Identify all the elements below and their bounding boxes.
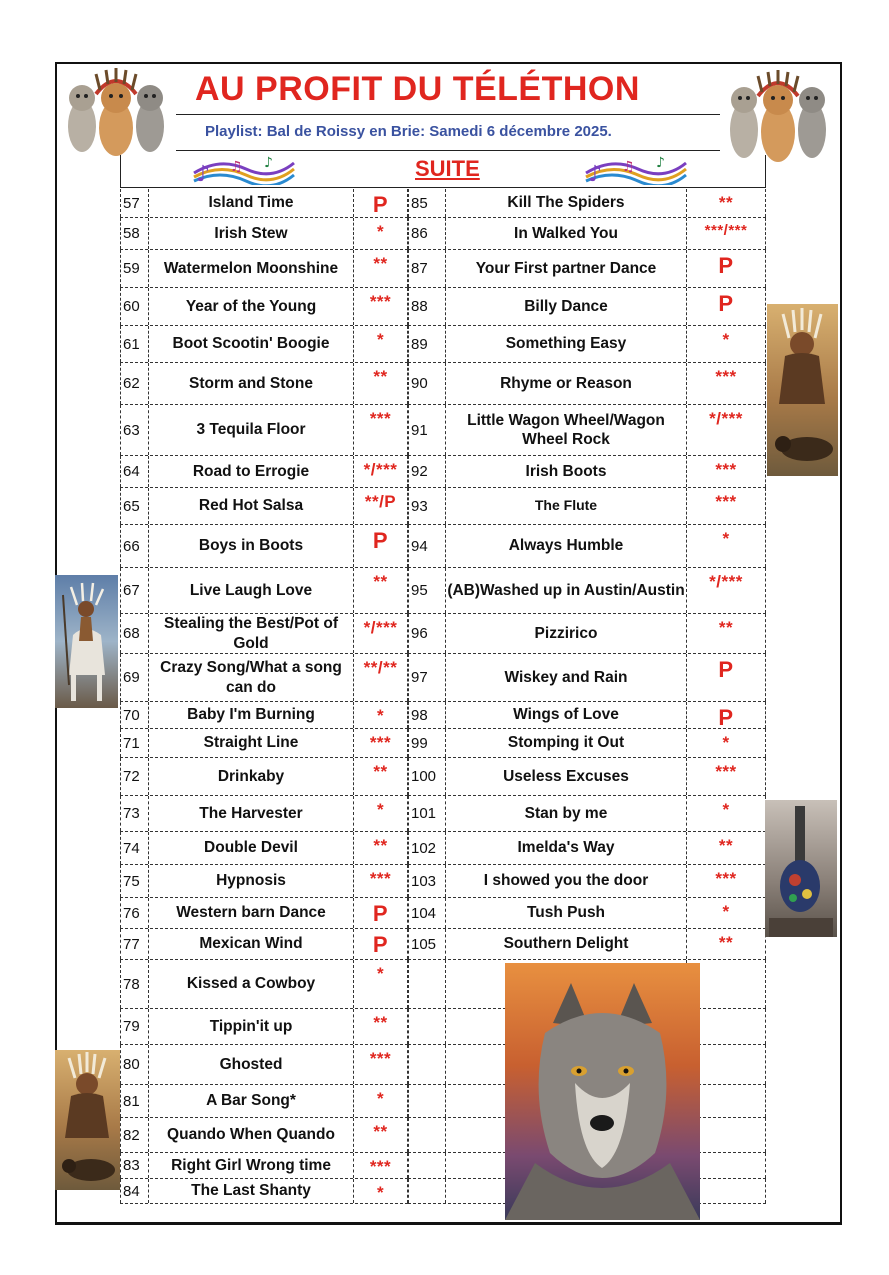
song-number: 68 [120, 614, 149, 653]
song-number: 62 [120, 363, 149, 404]
song-number: 65 [120, 488, 149, 524]
table-row [120, 1085, 408, 1118]
song-number: 64 [120, 456, 149, 487]
page-subtitle: Playlist: Bal de Roissy en Brie: Samedi 6 décembre 2025. [205, 123, 612, 140]
song-number: 85 [408, 189, 446, 217]
difficulty-level: *** [687, 363, 766, 404]
difficulty-level: ** [687, 614, 766, 653]
song-number: 87 [408, 250, 446, 287]
native-chief-bison-image [55, 1050, 120, 1190]
table-row [120, 758, 408, 796]
difficulty-level: P [687, 654, 766, 701]
table-row [120, 363, 408, 405]
wolf-portrait-image [505, 963, 700, 1220]
song-number: 80 [120, 1045, 149, 1084]
table-row [408, 702, 766, 729]
difficulty-level: **/P [354, 488, 408, 524]
difficulty-level: */*** [354, 614, 408, 653]
song-title: Tush Push [446, 898, 687, 928]
song-title: Irish Boots [446, 456, 687, 487]
empty-cell [408, 1009, 446, 1044]
difficulty-level: * [687, 729, 766, 757]
table-row [120, 405, 408, 456]
cats-right-image [722, 68, 834, 164]
empty-cell [408, 1153, 446, 1178]
table-row [408, 898, 766, 929]
playlist-table-left [120, 189, 408, 1204]
difficulty-level: ** [354, 832, 408, 864]
song-number: 67 [120, 568, 149, 613]
svg-text:♪: ♪ [656, 155, 665, 171]
song-number: 98 [408, 702, 446, 728]
song-title: Little Wagon Wheel/Wagon Wheel Rock [446, 405, 687, 455]
song-number: 88 [408, 288, 446, 325]
song-title: Stealing the Best/Pot of Gold [149, 614, 354, 653]
section-title: SUITE [415, 156, 480, 181]
song-number: 79 [120, 1009, 149, 1044]
song-number: 101 [408, 796, 446, 831]
table-row [120, 488, 408, 525]
song-title: Boys in Boots [149, 525, 354, 567]
song-number: 72 [120, 758, 149, 795]
difficulty-level: *** [687, 488, 766, 524]
music-notes-icon [190, 153, 296, 185]
table-row [120, 1118, 408, 1153]
difficulty-level: ** [354, 250, 408, 287]
difficulty-level: ***/*** [687, 218, 766, 249]
song-title: Year of the Young [149, 288, 354, 325]
difficulty-level: *** [354, 865, 408, 897]
difficulty-level: ** [354, 1009, 408, 1044]
song-number: 75 [120, 865, 149, 897]
table-row [120, 729, 408, 758]
song-title: Straight Line [149, 729, 354, 757]
song-title: Stomping it Out [446, 729, 687, 757]
song-number: 105 [408, 929, 446, 959]
difficulty-level: ** [354, 363, 408, 404]
empty-cell [408, 1085, 446, 1117]
song-title: Quando When Quando [149, 1118, 354, 1152]
table-row [120, 1045, 408, 1085]
song-number: 66 [120, 525, 149, 567]
difficulty-level: * [354, 218, 408, 249]
difficulty-level: *** [354, 1045, 408, 1084]
table-row [408, 525, 766, 568]
song-number: 57 [120, 189, 149, 217]
song-number: 94 [408, 525, 446, 567]
song-title: Watermelon Moonshine [149, 250, 354, 287]
table-row [120, 288, 408, 326]
table-row [120, 929, 408, 960]
song-number: 89 [408, 326, 446, 362]
table-row [120, 568, 408, 614]
song-number: 93 [408, 488, 446, 524]
song-number: 104 [408, 898, 446, 928]
song-number: 78 [120, 960, 149, 1008]
song-title: The Harvester [149, 796, 354, 831]
difficulty-level: * [687, 898, 766, 928]
svg-text:♫: ♫ [622, 159, 635, 175]
table-row [120, 614, 408, 654]
difficulty-level: * [354, 1179, 408, 1203]
song-title: Billy Dance [446, 288, 687, 325]
table-row [408, 796, 766, 832]
difficulty-level: * [687, 796, 766, 831]
table-row [120, 865, 408, 898]
song-number: 92 [408, 456, 446, 487]
table-row [408, 865, 766, 898]
native-chief-bison-image [767, 304, 838, 476]
table-row [408, 405, 766, 456]
song-title: Wiskey and Rain [446, 654, 687, 701]
cats-left-image [60, 68, 172, 158]
difficulty-level: *** [354, 288, 408, 325]
song-number: 59 [120, 250, 149, 287]
song-number: 100 [408, 758, 446, 795]
song-title: Red Hot Salsa [149, 488, 354, 524]
difficulty-level: ** [687, 929, 766, 959]
native-horseman-image [55, 575, 118, 708]
song-title: Boot Scootin' Boogie [149, 326, 354, 362]
difficulty-level: ** [354, 568, 408, 613]
song-title: Always Humble [446, 525, 687, 567]
svg-text:♪: ♪ [588, 162, 603, 185]
difficulty-level: * [354, 1085, 408, 1117]
difficulty-level: P [687, 250, 766, 287]
song-number: 69 [120, 654, 149, 701]
song-number: 91 [408, 405, 446, 455]
difficulty-level: * [354, 326, 408, 362]
song-title: Rhyme or Reason [446, 363, 687, 404]
difficulty-level: ** [687, 832, 766, 864]
empty-cell [408, 1118, 446, 1152]
table-row [408, 758, 766, 796]
difficulty-level: */*** [687, 405, 766, 455]
song-number: 60 [120, 288, 149, 325]
song-number: 102 [408, 832, 446, 864]
empty-cell [408, 960, 446, 1008]
difficulty-level: *** [354, 729, 408, 757]
guitar-statue-image [765, 800, 837, 937]
song-number: 82 [120, 1118, 149, 1152]
difficulty-level: **/** [354, 654, 408, 701]
song-title: Your First partner Dance [446, 250, 687, 287]
table-row [408, 250, 766, 288]
song-number: 103 [408, 865, 446, 897]
table-row [408, 614, 766, 654]
difficulty-level: *** [687, 456, 766, 487]
song-title: Island Time [149, 189, 354, 217]
song-number: 86 [408, 218, 446, 249]
table-row [408, 832, 766, 865]
song-title: Hypnosis [149, 865, 354, 897]
table-row [120, 898, 408, 929]
song-title: Storm and Stone [149, 363, 354, 404]
table-row [408, 189, 766, 218]
svg-text:♪: ♪ [264, 155, 273, 171]
song-title: Ghosted [149, 1045, 354, 1084]
song-title: The Flute [446, 488, 687, 524]
song-number: 84 [120, 1179, 149, 1203]
table-row [120, 1153, 408, 1179]
empty-cell [408, 1045, 446, 1084]
table-row [408, 488, 766, 525]
song-number: 81 [120, 1085, 149, 1117]
difficulty-level: P [354, 898, 408, 928]
table-row [120, 960, 408, 1009]
song-title: Tippin'it up [149, 1009, 354, 1044]
table-row [120, 189, 408, 218]
table-row [120, 250, 408, 288]
table-row [120, 326, 408, 363]
difficulty-level: */*** [354, 456, 408, 487]
table-row [408, 568, 766, 614]
table-row [408, 929, 766, 960]
song-number: 96 [408, 614, 446, 653]
difficulty-level: P [687, 288, 766, 325]
difficulty-level: P [354, 525, 408, 567]
song-title: 3 Tequila Floor [149, 405, 354, 455]
page-title: AU PROFIT DU TÉLÉTHON [195, 70, 640, 108]
song-title: Western barn Dance [149, 898, 354, 928]
table-row [408, 729, 766, 758]
song-title: Drinkaby [149, 758, 354, 795]
song-number: 63 [120, 405, 149, 455]
table-row [408, 288, 766, 326]
empty-cell [408, 1179, 446, 1203]
difficulty-level: P [687, 702, 766, 728]
divider [176, 114, 720, 115]
song-title: (AB)Washed up in Austin/Austin [446, 568, 687, 613]
difficulty-level: * [354, 960, 408, 1008]
song-number: 58 [120, 218, 149, 249]
divider [176, 150, 720, 151]
difficulty-level: *** [354, 1153, 408, 1178]
song-title: Imelda's Way [446, 832, 687, 864]
song-number: 70 [120, 702, 149, 728]
difficulty-level: * [354, 702, 408, 728]
difficulty-level: P [354, 189, 408, 217]
song-title: I showed you the door [446, 865, 687, 897]
difficulty-level: */*** [687, 568, 766, 613]
song-number: 90 [408, 363, 446, 404]
table-row [120, 832, 408, 865]
difficulty-level: * [687, 326, 766, 362]
song-number: 71 [120, 729, 149, 757]
song-title: Pizzirico [446, 614, 687, 653]
svg-text:♫: ♫ [230, 159, 243, 175]
song-title: Kissed a Cowboy [149, 960, 354, 1008]
song-title: Right Girl Wrong time [149, 1153, 354, 1178]
table-row [120, 525, 408, 568]
song-title: Kill The Spiders [446, 189, 687, 217]
table-row [120, 654, 408, 702]
song-number: 83 [120, 1153, 149, 1178]
table-row [120, 702, 408, 729]
song-title: Useless Excuses [446, 758, 687, 795]
difficulty-level: * [687, 525, 766, 567]
song-title: Irish Stew [149, 218, 354, 249]
difficulty-level: P [354, 929, 408, 959]
difficulty-level: ** [354, 1118, 408, 1152]
song-number: 76 [120, 898, 149, 928]
song-number: 61 [120, 326, 149, 362]
table-row [120, 796, 408, 832]
difficulty-level: ** [354, 758, 408, 795]
song-title: Mexican Wind [149, 929, 354, 959]
difficulty-level: ** [687, 189, 766, 217]
table-row [408, 456, 766, 488]
table-row [120, 218, 408, 250]
song-title: In Walked You [446, 218, 687, 249]
table-row [408, 654, 766, 702]
difficulty-level: *** [687, 865, 766, 897]
song-number: 73 [120, 796, 149, 831]
song-number: 74 [120, 832, 149, 864]
music-notes-icon [582, 153, 688, 185]
song-title: A Bar Song* [149, 1085, 354, 1117]
table-row [408, 363, 766, 405]
song-title: Wings of Love [446, 702, 687, 728]
song-title: Southern Delight [446, 929, 687, 959]
song-number: 95 [408, 568, 446, 613]
table-row [408, 218, 766, 250]
difficulty-level: *** [687, 758, 766, 795]
table-row [408, 326, 766, 363]
table-row [120, 1009, 408, 1045]
song-title: Stan by me [446, 796, 687, 831]
song-title: Crazy Song/What a song can do [149, 654, 354, 701]
difficulty-level: *** [354, 405, 408, 455]
song-title: Baby I'm Burning [149, 702, 354, 728]
song-title: Double Devil [149, 832, 354, 864]
song-title: The Last Shanty [149, 1179, 354, 1203]
table-row [120, 1179, 408, 1204]
difficulty-level: * [354, 796, 408, 831]
song-title: Live Laugh Love [149, 568, 354, 613]
song-number: 97 [408, 654, 446, 701]
table-row [120, 456, 408, 488]
song-title: Road to Errogie [149, 456, 354, 487]
song-title: Something Easy [446, 326, 687, 362]
song-number: 77 [120, 929, 149, 959]
svg-text:♪: ♪ [196, 162, 211, 185]
song-number: 99 [408, 729, 446, 757]
